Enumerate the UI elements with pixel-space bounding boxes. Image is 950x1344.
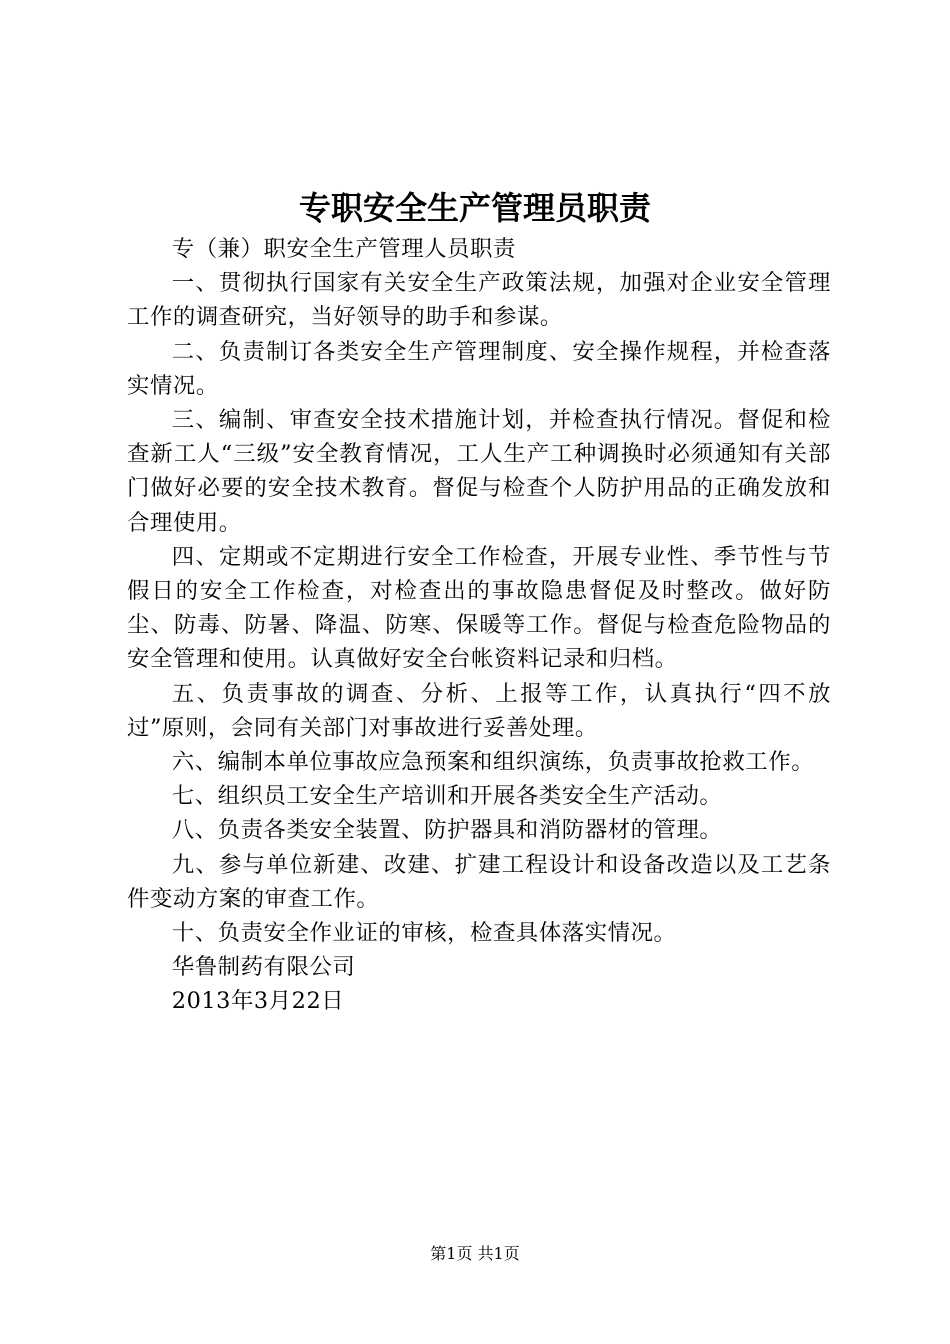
subtitle-paragraph: 专（兼）职安全生产管理人员职责	[171, 236, 516, 262]
duty-item-3: 三、编制、审查安全技术措施计划，并检查执行情况。督促和检查新工人“三级”安全教育情况，工人生产工种调换时必须通知有关部门做好必要的安全技术教育。督促与检查个人防护用品的正确发放和合理使用。	[127, 407, 831, 536]
document-title: 专职安全生产管理员职责	[298, 189, 651, 227]
duty-item-8: 八、负责各类安全装置、防护器具和消防器材的管理。	[171, 817, 723, 844]
duty-item-9: 九、参与单位新建、改建、扩建工程设计和设备改造以及工艺条件变动方案的审查工作。	[127, 851, 831, 912]
duty-item-6: 六、编制本单位事故应急预案和组织演练，负责事故抢救工作。	[171, 749, 815, 776]
company-name: 华鲁制药有限公司	[171, 954, 356, 981]
page-footer: 第1页 共1页	[430, 1244, 520, 1263]
duty-item-1: 一、贯彻执行国家有关安全生产政策法规，加强对企业安全管理工作的调查研究，当好领导的助手和参谋。	[127, 270, 831, 331]
duty-item-7: 七、组织员工安全生产培训和开展各类安全生产活动。	[171, 783, 723, 810]
document-date: 2013年3月22日	[171, 988, 345, 1015]
duty-item-10: 十、负责安全作业证的审核，检查具体落实情况。	[171, 920, 677, 947]
duty-item-5: 五、负责事故的调查、分析、上报等工作，认真执行“四不放过”原则，会同有关部门对事故进行妥善处理。	[127, 680, 831, 741]
duty-item-2: 二、负责制订各类安全生产管理制度、安全操作规程，并检查落实情况。	[127, 338, 831, 399]
document-body	[127, 232, 831, 1019]
duty-item-4: 四、定期或不定期进行安全工作检查，开展专业性、季节性与节假日的安全工作检查，对检查出的事故隐患督促及时整改。做好防尘、防毒、防暑、降温、防寒、保暖等工作。督促与检查危险物品的安全管理和使用。认真做好安全台帐资料记录和归档。	[127, 543, 831, 673]
